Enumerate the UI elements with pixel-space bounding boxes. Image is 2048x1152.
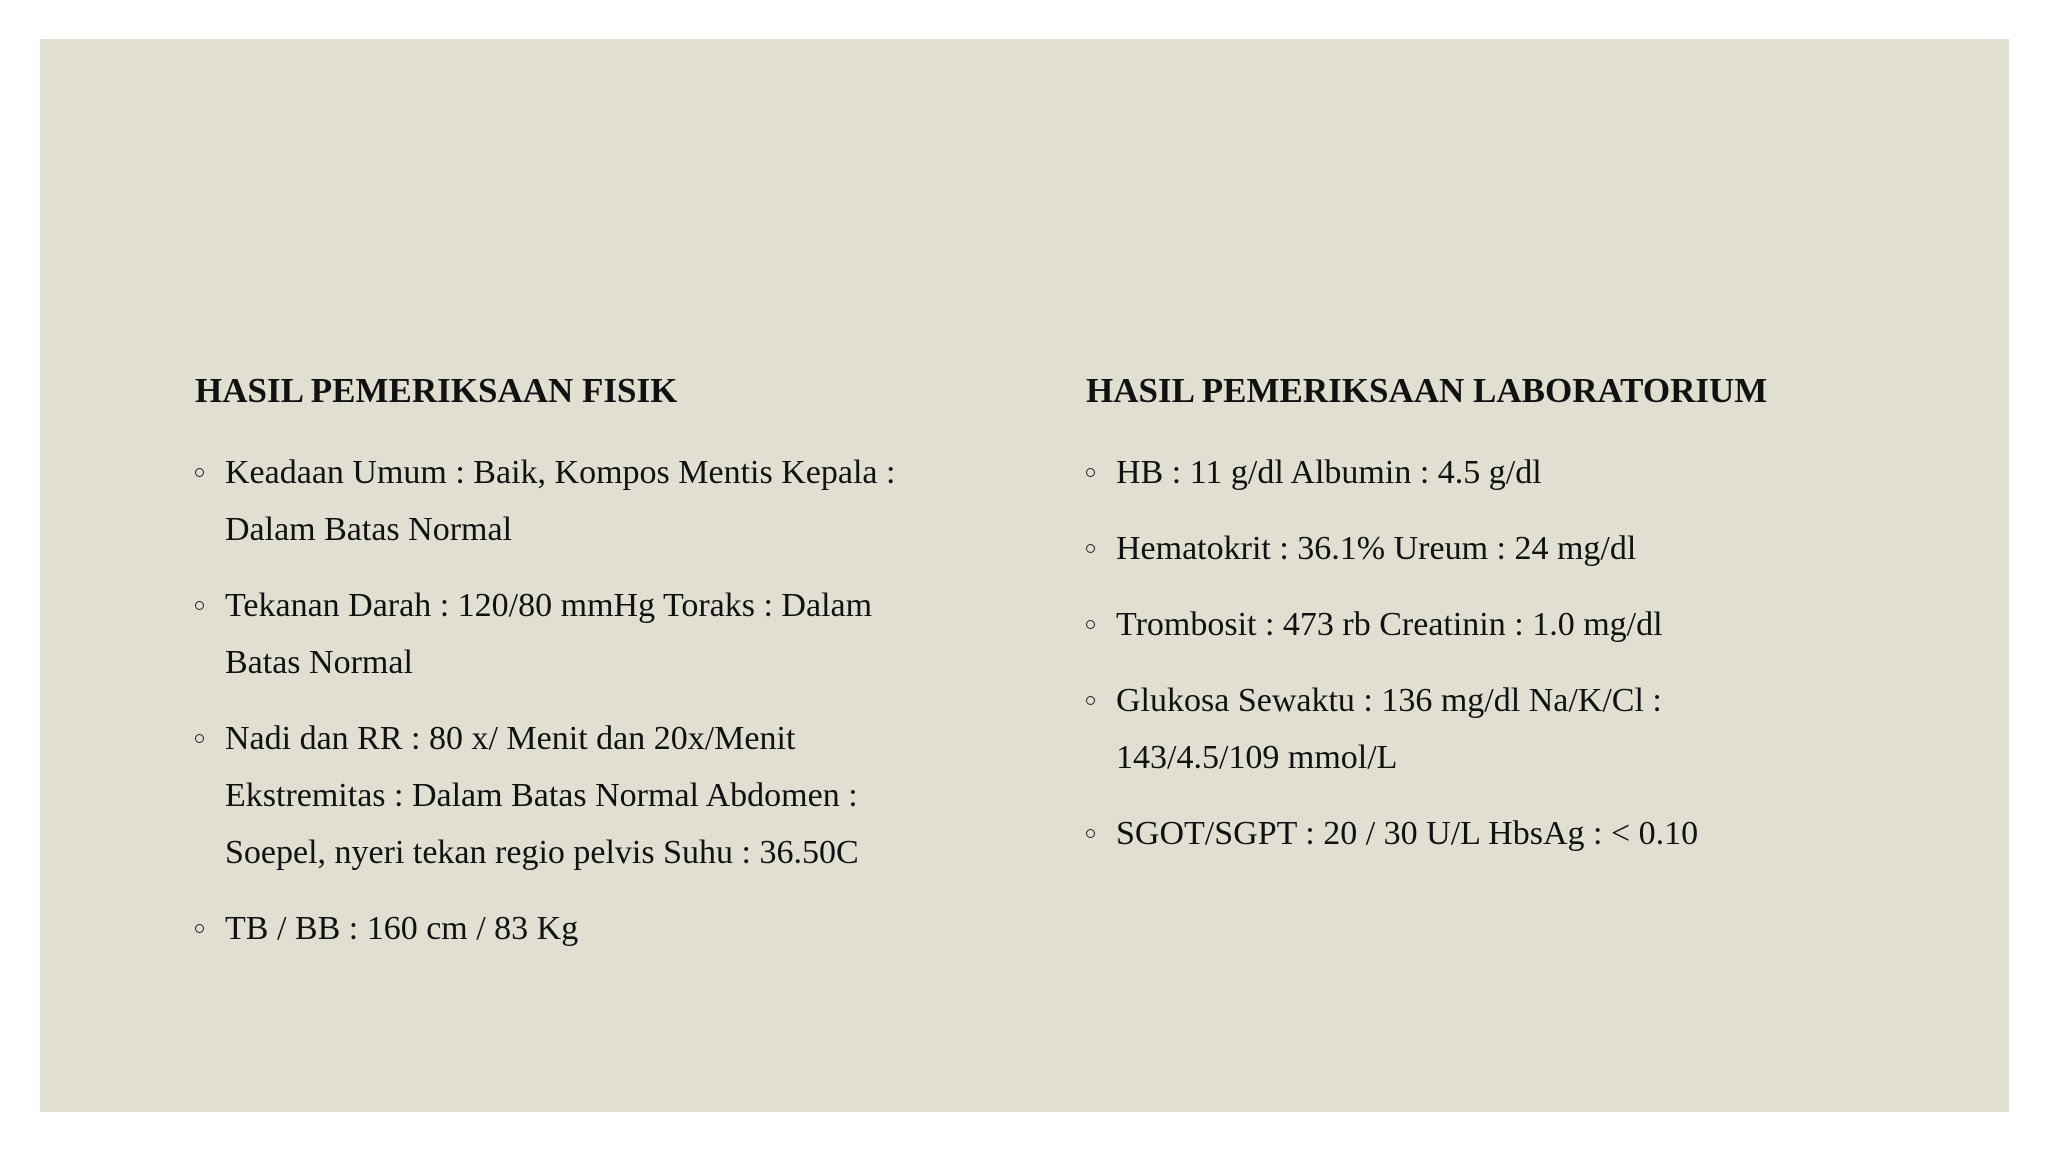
physical-exam-heading: HASIL PEMERIKSAAN FISIK <box>195 371 678 410</box>
physical-exam-list <box>195 444 995 957</box>
list-item <box>1086 444 1926 501</box>
list-item <box>195 444 995 558</box>
hollow-bullet-icon <box>1086 620 1095 629</box>
list-item-text: Keadaan Umum : Baik, Kompos Mentis Kepala : <box>225 454 896 491</box>
list-item-text: Trombosit : 473 rb Creatinin : 1.0 mg/dl <box>1116 606 1663 643</box>
list-item-text: Glukosa Sewaktu : 136 mg/dl Na/K/Cl : <box>1116 682 1662 719</box>
hollow-bullet-icon <box>1086 696 1095 705</box>
list-item-text: SGOT/SGPT : 20 / 30 U/L HbsAg : < 0.10 <box>1116 815 1699 852</box>
list-item-text: HB : 11 g/dl Albumin : 4.5 g/dl <box>1116 454 1542 491</box>
list-item-text: Nadi dan RR : 80 x/ Menit dan 20x/Menit <box>225 720 796 757</box>
hollow-bullet-icon <box>195 468 204 477</box>
laboratory-exam-column <box>1086 369 1926 881</box>
list-item <box>195 900 995 957</box>
list-item <box>195 577 995 691</box>
list-item-text: Soepel, nyeri tekan regio pelvis Suhu : 36.50C <box>225 834 859 871</box>
list-item-text: Dalam Batas Normal <box>225 511 513 548</box>
list-item <box>1086 520 1926 577</box>
list-item-text: Tekanan Darah : 120/80 mmHg Toraks : Dalam <box>225 587 873 624</box>
list-item <box>1086 805 1926 862</box>
list-item <box>1086 672 1926 786</box>
hollow-bullet-icon <box>1086 468 1095 477</box>
list-item-text: TB / BB : 160 cm / 83 Kg <box>225 910 579 947</box>
hollow-bullet-icon <box>195 924 204 933</box>
hollow-bullet-icon <box>1086 544 1095 553</box>
list-item-text: Batas Normal <box>225 644 413 681</box>
hollow-bullet-icon <box>1086 829 1095 838</box>
list-item-text: 143/4.5/109 mmol/L <box>1116 739 1398 776</box>
hollow-bullet-icon <box>195 734 204 743</box>
physical-exam-column <box>195 369 995 976</box>
laboratory-exam-heading: HASIL PEMERIKSAAN LABORATORIUM <box>1086 371 1768 410</box>
list-item <box>195 710 995 881</box>
list-item-text: Ekstremitas : Dalam Batas Normal Abdomen : <box>225 777 858 814</box>
slide <box>40 39 2009 1112</box>
hollow-bullet-icon <box>195 601 204 610</box>
laboratory-exam-list <box>1086 444 1926 862</box>
list-item-text: Hematokrit : 36.1% Ureum : 24 mg/dl <box>1116 530 1637 567</box>
list-item <box>1086 596 1926 653</box>
